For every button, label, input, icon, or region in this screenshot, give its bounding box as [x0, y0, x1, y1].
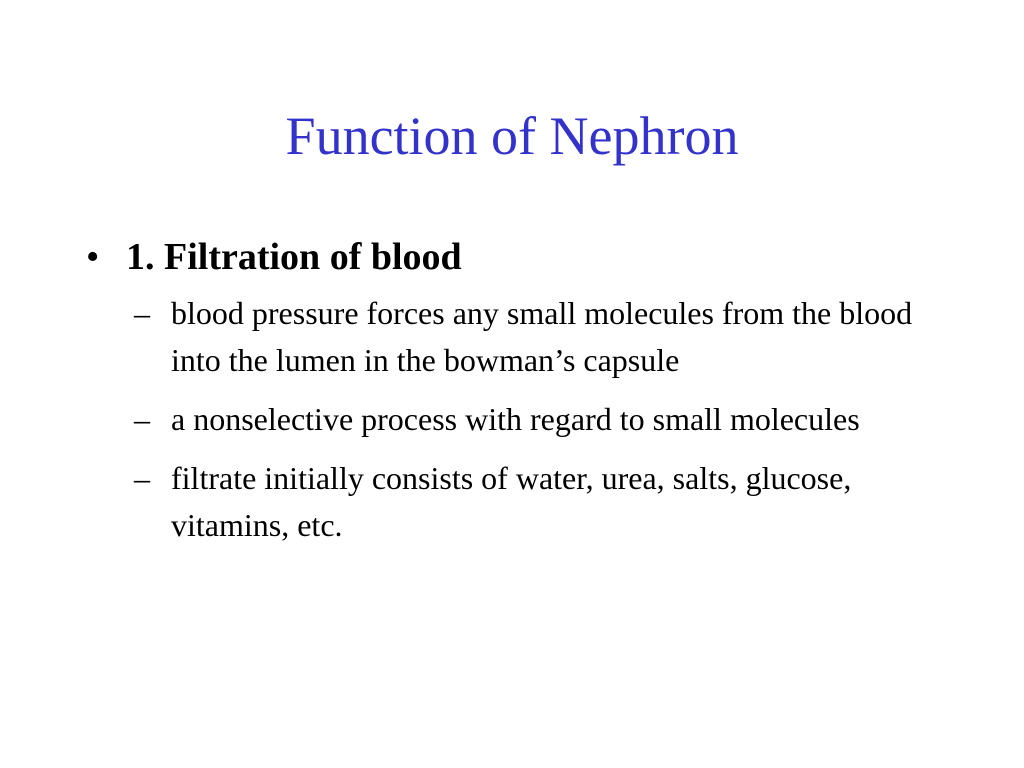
sub-bullet-text: blood pressure forces any small molecules from the blood into the lumen in the bowman’s capsule [171, 295, 913, 378]
dash-icon: – [134, 295, 150, 331]
sub-bullet-text: filtrate initially consists of water, urea, salts, glucose, vitamins, etc. [171, 460, 852, 543]
sub-bullet-item [134, 290, 966, 384]
bullet-dot-icon: • [86, 236, 100, 278]
bullet-item [86, 230, 966, 284]
bullet-heading: 1. Filtration of blood [126, 236, 462, 278]
sub-bullet-list [86, 290, 966, 549]
sub-bullet-text: a nonselective process with regard to small molecules [171, 401, 860, 437]
slide-content [86, 230, 966, 561]
dash-icon: – [134, 460, 150, 496]
sub-bullet-item [134, 455, 966, 549]
sub-bullet-item [134, 396, 966, 443]
slide-title: Function of Nephron [285, 106, 739, 166]
dash-icon: – [134, 401, 150, 437]
